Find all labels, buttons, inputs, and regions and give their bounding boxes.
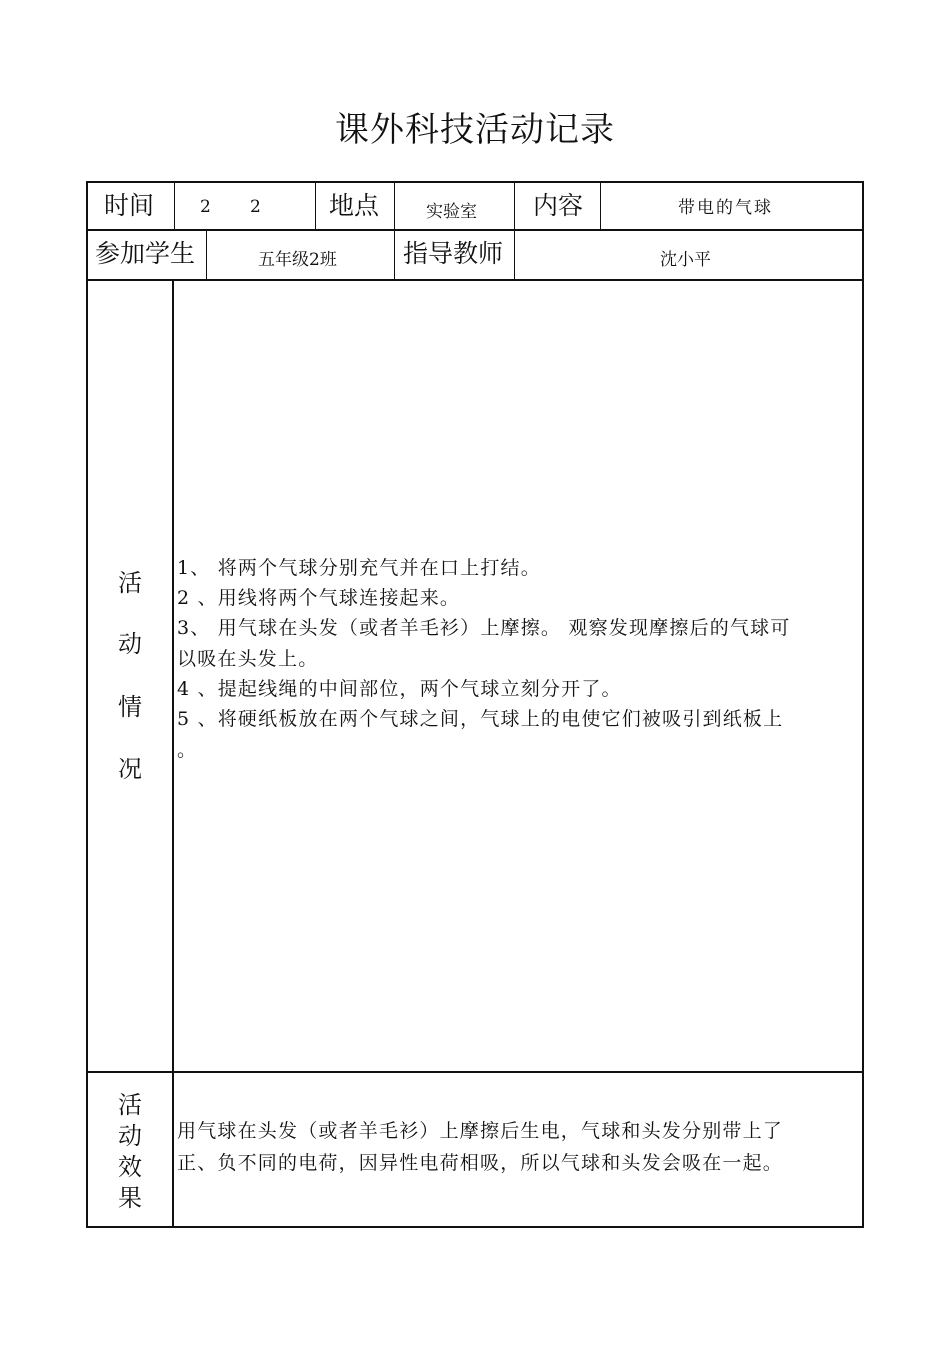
row1-divider bbox=[394, 181, 395, 230]
effect-line: 用气球在头发（或者羊毛衫）上摩擦后生电，气球和头发分别带上了 bbox=[177, 1120, 784, 1142]
row1-divider bbox=[315, 181, 316, 230]
row2-divider bbox=[206, 229, 207, 280]
time-label: 时间 bbox=[104, 191, 155, 220]
place-label: 地点 bbox=[329, 191, 380, 220]
row2-divider bbox=[394, 229, 395, 280]
page-title: 课外科技活动记录 bbox=[335, 110, 615, 150]
activity-line: 5 、将硬纸板放在两个气球之间，气球上的电使它们被吸引到纸板上 bbox=[177, 708, 784, 730]
activity-label-char: 情 bbox=[118, 693, 142, 721]
activity-line: 2 、用线将两个气球连接起来。 bbox=[177, 587, 461, 609]
activity-label-char: 动 bbox=[118, 630, 142, 658]
activity-line: 以吸在头发上。 bbox=[177, 648, 319, 670]
activity-line: 3、 用气球在头发（或者羊毛衫）上摩擦。 观察发现摩擦后的气球可 bbox=[177, 617, 791, 639]
row1-divider bbox=[174, 181, 175, 230]
content-label: 内容 bbox=[533, 191, 584, 220]
body-column-divider bbox=[172, 279, 174, 1228]
students-label: 参加学生 bbox=[95, 239, 196, 268]
teacher-label: 指导教师 bbox=[403, 239, 504, 268]
time-day: 2 bbox=[250, 197, 261, 217]
effect-label-char: 效 bbox=[118, 1153, 142, 1181]
effect-label-char: 果 bbox=[118, 1184, 142, 1212]
row1-divider bbox=[600, 181, 601, 230]
activity-label-char: 活 bbox=[118, 569, 142, 597]
row-divider-1 bbox=[86, 229, 864, 231]
row-divider-3 bbox=[86, 1071, 864, 1073]
effect-line: 正、负不同的电荷，因异性电荷相吸，所以气球和头发会吸在一起。 bbox=[177, 1152, 784, 1174]
time-month: 2 bbox=[200, 197, 211, 217]
activity-line: 4 、提起线绳的中间部位，两个气球立刻分开了。 bbox=[177, 678, 622, 700]
content-value: 带电的气球 bbox=[678, 198, 773, 218]
row1-divider bbox=[514, 181, 515, 230]
activity-line: 1、 将两个气球分别充气并在口上打结。 bbox=[177, 557, 541, 579]
teacher-value: 沈小平 bbox=[660, 250, 711, 270]
place-value: 实验室 bbox=[426, 202, 477, 222]
row-divider-2 bbox=[86, 279, 864, 281]
effect-label-char: 活 bbox=[118, 1091, 142, 1119]
activity-line: 。 bbox=[177, 739, 198, 761]
students-value: 五年级2班 bbox=[258, 250, 337, 270]
activity-label-char: 况 bbox=[118, 755, 142, 783]
effect-label-char: 动 bbox=[118, 1122, 142, 1150]
row2-divider bbox=[514, 229, 515, 280]
